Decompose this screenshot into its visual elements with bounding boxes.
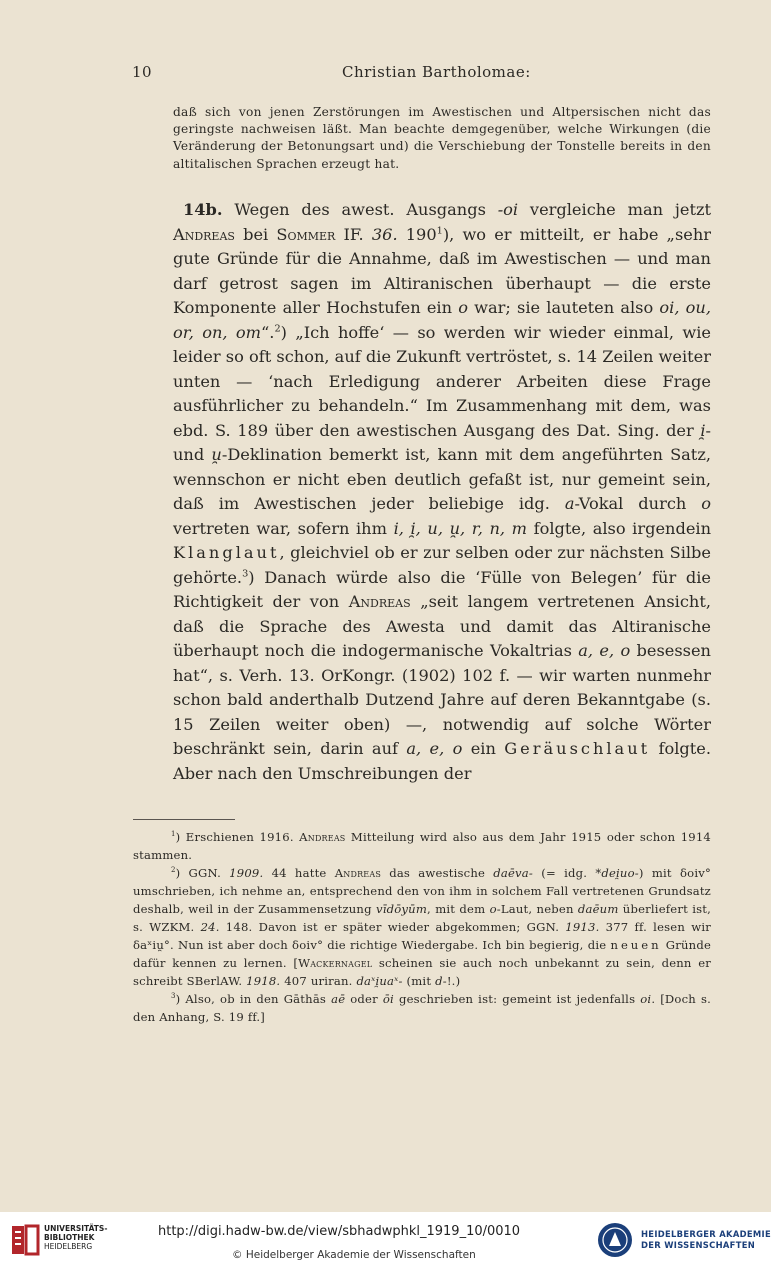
university-library-logo-icon[interactable] [10,1220,40,1260]
footnote-rule [133,819,235,820]
footnote-ref-3: 3 [242,568,249,580]
section-14b [173,198,711,786]
running-head [132,63,712,87]
section-number: 14b. [183,200,223,219]
footnotes [133,828,711,1026]
section-14b-paragraph: 14b. Wegen des awest. Ausgangs -oi vergleiche man jetzt Andreas bei Sommer IF. 36. $190^1$), wo er mitteilt, er habe „sehr gute Gründe für die Annahme, daß im Awestischen — und man darf getrost sagen im Altiranischen überhaupt — die erste Komponente aller Hochstufen ein o war; sie lauteten also oi, ou, or, on, om“.$^2$) „Ich hoffe‘ — so werden wir wieder einmal, wie leider so oft schon, auf die Zukunft vertröstet, s. 14 Zeilen weiter unten — ‘nach Erledigung anderer Arbeiten diese Frage ausführlicher zu behandeln.“ Im Zusammenhang mit dem, was ebd. S. 189 über den awestischen Ausgang des Dat. Sing. der i̯- und u̯-Deklination bemerkt ist, kann mit dem angeführten Satz, wennschon er nicht eben deutlich gefaßt ist, nur gemeint sein, daß im Awestischen jeder beliebige idg. a-Vokal durch o vertreten war, sofern ihm i, i̯, u, u̯, r, n, m folgte, also irgendein Klanglaut, gleichviel ob er zur selben oder zur nächsten Silbe gehörte.$^3$) Danach würde also die ‘Fülle von Belegen’ für die Richtigkeit der von Andreas „seit langem vertretenen Ansicht, daß die Sprache des Awesta und damit das Altiranische überhaupt noch die indogermanische Vokaltrias a, e, o besessen hat“, s. Verh. 13. OrKongr. (1902) 102 f. — wir warten nunmehr schon bald anderthalb Dutzend Jahre auf deren Bekanntgabe (s. 15 Zeilen weiter oben) —, notwendig auf solche Wörter beschränkt sein, darin auf a, e, o ein Geräuschlaut folgte. Aber nach den Umschreibungen der [173,200,712,783]
author-andreas: Andreas [173,224,235,244]
viewer-footer [0,1212,771,1269]
academy-seal-icon[interactable] [596,1221,634,1259]
header-title: Christian Bartholomae: [342,63,531,81]
copyright-notice: © Heidelberger Akademie der Wissenschaften [232,1249,476,1261]
author-sommer: Sommer [276,224,336,244]
intro-text: daß sich von jenen Zerstörungen im Awestischen und Altpersischen nicht das geringste nachweisen läßt. Man beachte demgegenüber, welche Wirkungen (die Veränderung der Betonungsart und) die Verschiebung der Tonstelle bereits in den altitalischen Sprachen erzeugt hat. [173,105,711,171]
footnote-2: $^2$) GGN. 1909. 44 hatte Andreas das awestische daēva- (= idg. *dei̯uo-) mit δoiv° umschrieben, ich nehme an, entsprechend den von ihm in solchem Fall vertretenen Grundsatz deshalb, weil in der Zusammensetzung vīdōyūm, mit dem o-Laut, neben daēum überliefert ist, s. WZKM. 24. 148. Davon ist er später wieder abgekommen; GGN. 1913. 377 ff. lesen wir δaˣiu̯°. Nun ist aber doch δoiv° die richtige Wiedergabe. Ich bin begierig, die neuen Gründe dafür kennen zu lernen. [Wackernagel scheinen sie auch noch unbekannt zu sein, denn er schreibt SBerlAW. 1918. 407 uriran. daˣi̯uaˣ- (mit d-!.) [133,866,712,988]
university-library-label: UNIVERSITÄTS- BIBLIOTHEK HEIDELBERG [44,1224,108,1251]
footnote-ref-1: 1 [436,225,443,237]
footnote-ref-2: 2 [274,323,281,335]
academy-label: HEIDELBERGER AKADEMIE DER WISSENSCHAFTEN [641,1229,771,1250]
permalink-url[interactable]: http://digi.hadw-bw.de/view/sbhadwphkl_1919_10/0010 [158,1224,521,1239]
page-number: 10 [132,63,153,81]
footnote-3: $^3$) Also, ob in den Gāthās aē oder ōi geschrieben ist: gemeint ist jedenfalls oi. [Doch s. den Anhang, S. 19 ff.] [133,992,711,1024]
footnote-1: $^1$) Erschienen 1916. Andreas Mitteilung wird also aus dem Jahr 1915 oder schon 1914 stammen. [133,830,711,862]
intro-paragraph [173,104,711,173]
